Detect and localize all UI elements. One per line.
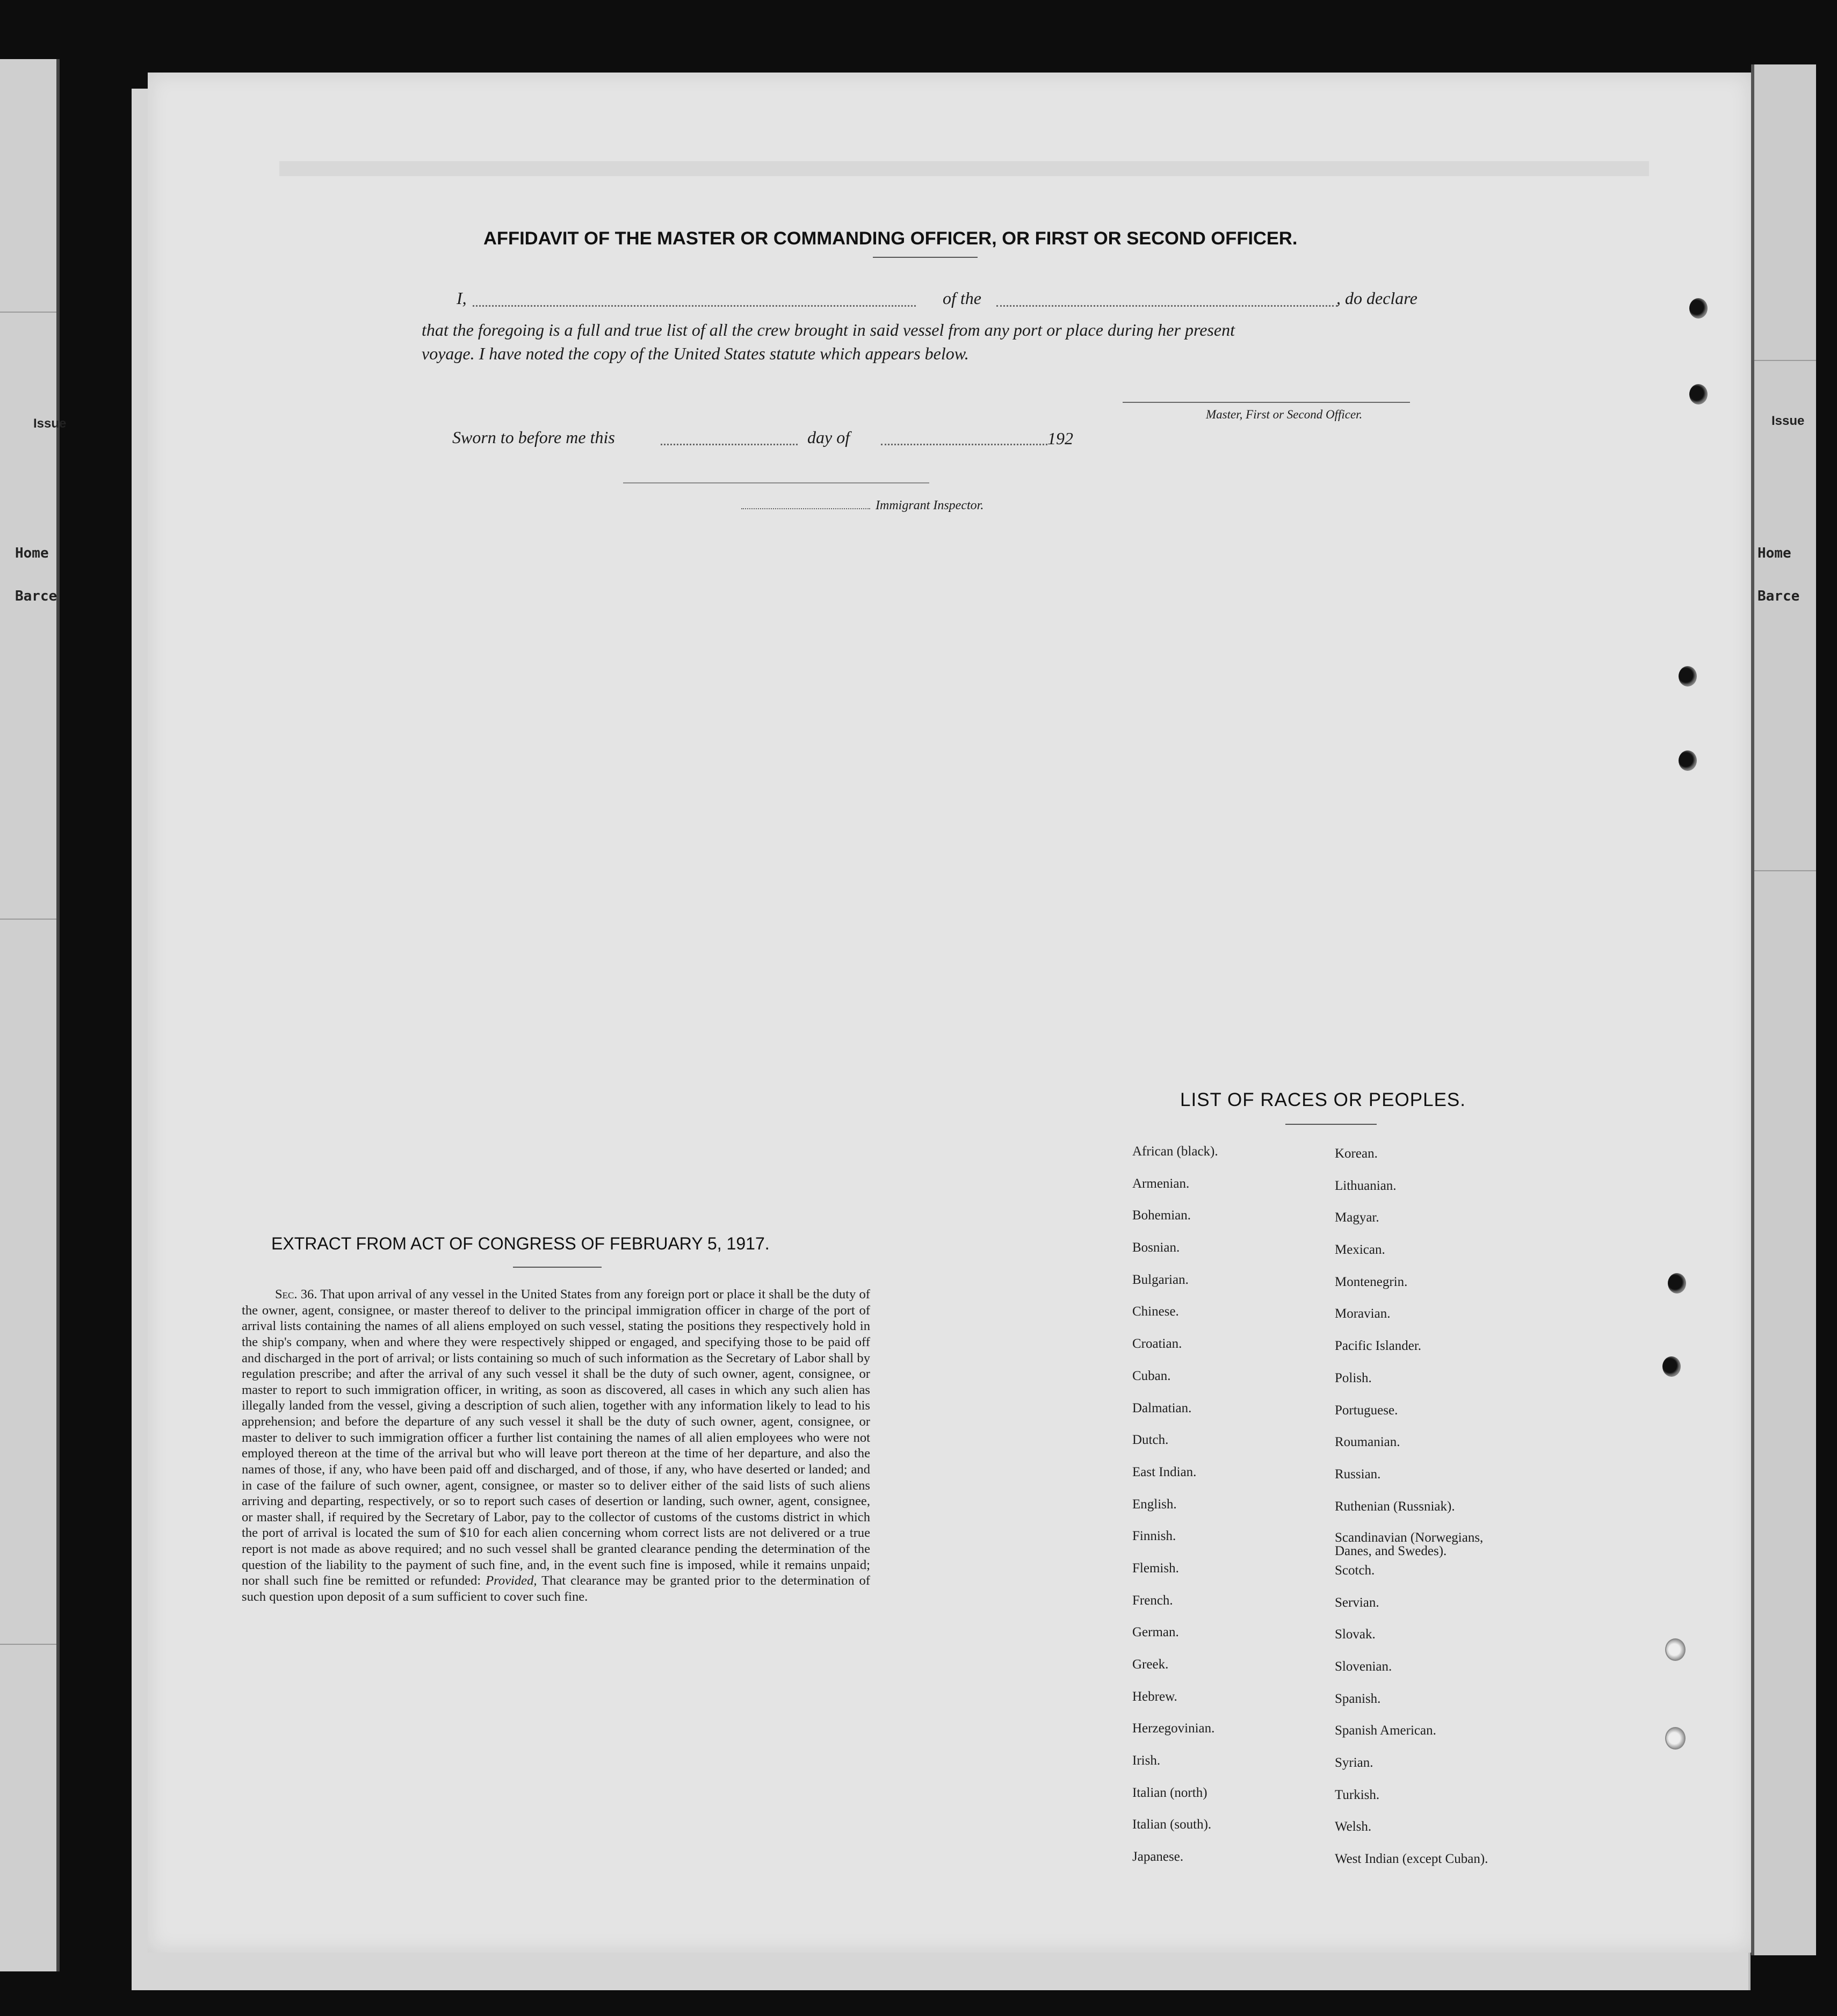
races-right-column [1335, 1146, 1496, 1884]
race-item: Bohemian. [1132, 1208, 1191, 1223]
right-underlying-page [1751, 64, 1816, 1955]
punch-hole [1679, 666, 1697, 687]
month-blank[interactable] [881, 444, 1047, 445]
provided-word: Provided, [486, 1573, 537, 1588]
race-item: Bulgarian. [1132, 1272, 1189, 1287]
races-title: LIST OF RACES OR PEOPLES. [1180, 1089, 1466, 1110]
affidavit-line1-start: I, [457, 288, 467, 308]
race-item: Bosnian. [1132, 1240, 1180, 1255]
edge-fragment-issue: Issue [1771, 414, 1805, 428]
race-item: Moravian. [1335, 1306, 1391, 1321]
left-underlying-page [0, 59, 67, 1971]
race-item: Flemish. [1132, 1560, 1179, 1576]
inspector-dots [741, 508, 870, 509]
inspector-caption: Immigrant Inspector. [876, 498, 984, 512]
race-item: Armenian. [1132, 1176, 1190, 1191]
race-item: Greek. [1132, 1657, 1169, 1672]
race-item: African (black). [1132, 1144, 1218, 1159]
punch-hole [1668, 1273, 1686, 1294]
affidavit-line1-mid: of the [943, 288, 981, 308]
affidavit-line1-end: , do declare [1336, 288, 1417, 308]
statute-body: That upon arrival of any vessel in the United States from any foreign port or place it shall be the duty of the owner, agent, consignee, or master thereof to deliver to the principal immigration officer in charge of the port of arrival lists containing the names of all aliens employed on such vessel, stating the positions they respectively hold in the ship's company, when and where they were respectively shipped or engaged, and specifying those to be paid off and discharged in the port of arrival; or lists containing so much of such information as the Secretary of Labor shall by regulation prescribe; and after the arrival of any such vessel it shall be the duty of such owner, agent, consignee, or master to report to such immigration officer, in writing, as soon as discovered, all cases in which any such alien has illegally landed from the vessel, giving a description of such alien, together with any information likely to lead to his apprehension; and before the departure of any such vessel it shall be the duty of such owner, agent, consignee, or master to deliver to such immigration officer a further list containing the names of all alien employees who were not employed thereon at the time of the arrival but who will leave port thereon at the time of her departure, and also the names of those, if any, who have been paid off and discharged, and of those, if any, who have deserted or landed; and in case of the failure of such owner, agent, consignee, or master so to deliver either of the said lists of such aliens arriving and departing, respectively, or so to report such cases of desertion or landing, such owner, agent, consignee, or master shall, if required by the Secretary of Labor, pay to the collector of customs of the customs district in which the port of arrival is located the sum of $10 for each alien concerning whom correct lists are not delivered or a true report is not made as above required; and no such vessel shall be granted clearance pending the determination of the question of the liability to the payment of such fine, and, in the event such fine is imposed, while it remains unpaid; nor shall such fine be remitted or refunded: [242, 1287, 871, 1588]
sworn-mid: day of [807, 428, 850, 447]
race-item: Montenegrin. [1335, 1274, 1408, 1289]
race-item: Scandinavian (Norwegians, Danes, and Swedes). [1335, 1530, 1484, 1559]
punch-hole [1689, 298, 1708, 319]
race-item: East Indian. [1132, 1464, 1197, 1479]
race-item: Dalmatian. [1132, 1400, 1192, 1415]
bleed-through-header [279, 161, 1649, 176]
race-item: Hebrew. [1132, 1689, 1177, 1704]
race-item: Welsh. [1335, 1819, 1372, 1834]
race-item: Syrian. [1335, 1755, 1373, 1771]
vessel-blank[interactable] [996, 305, 1337, 307]
race-item: Servian. [1335, 1595, 1379, 1610]
edge-fragment-barce: Barce [1758, 588, 1800, 604]
punch-hole [1662, 1356, 1681, 1377]
race-item: Polish. [1335, 1370, 1372, 1385]
ruled-line [0, 312, 56, 313]
ruled-line [1754, 870, 1816, 871]
punch-hole [1665, 1727, 1686, 1750]
race-item: Mexican. [1335, 1242, 1385, 1258]
race-item: Magyar. [1335, 1210, 1379, 1225]
race-item: Italian (north) [1132, 1785, 1207, 1800]
race-item: Turkish. [1335, 1787, 1380, 1802]
section-label: Sec. 36. [275, 1287, 317, 1302]
inspector-signature-line[interactable] [623, 482, 929, 483]
statute-proviso: That clearance may be granted prior to the determination of such question upon deposit of a sum sufficient to cover such fine. [242, 1573, 870, 1604]
name-blank[interactable] [473, 305, 916, 307]
race-item: English. [1132, 1497, 1177, 1512]
ruled-line [0, 919, 56, 920]
edge-fragment-issue: Issue [33, 416, 67, 431]
punch-hole [1679, 750, 1697, 771]
extract-title: EXTRACT FROM ACT OF CONGRESS OF FEBRUARY 5, 1917. [271, 1234, 770, 1253]
edge-fragment-home: Home [15, 545, 49, 561]
race-item: Portuguese. [1335, 1403, 1398, 1418]
race-item: French. [1132, 1593, 1173, 1608]
edge-fragment-home: Home [1758, 545, 1791, 561]
race-item: German. [1132, 1625, 1179, 1640]
race-item: West Indian (except Cuban). [1335, 1852, 1488, 1867]
race-item: Scotch. [1335, 1563, 1375, 1578]
race-item: Chinese. [1132, 1304, 1179, 1319]
punch-hole [1665, 1638, 1686, 1661]
signature-caption: Master, First or Second Officer. [1206, 408, 1363, 421]
race-item: Korean. [1335, 1146, 1378, 1161]
race-item: Dutch. [1132, 1433, 1169, 1448]
race-item: Finnish. [1132, 1529, 1176, 1544]
races-left-column [1132, 1144, 1218, 1882]
race-item: Ruthenian (Russniak). [1335, 1499, 1455, 1514]
race-item: Slovak. [1335, 1627, 1376, 1642]
race-item: Italian (south). [1132, 1817, 1212, 1832]
master-signature-line[interactable] [1123, 402, 1410, 403]
race-item: Roumanian. [1335, 1435, 1400, 1450]
affidavit-title: AFFIDAVIT OF THE MASTER OR COMMANDING OFFICER, OR FIRST OR SECOND OFFICER. [483, 228, 1298, 249]
affidavit-line2: that the foregoing is a full and true list of all the crew brought in said vessel from any port or place during her present [422, 320, 1235, 339]
race-item: Russian. [1335, 1466, 1381, 1482]
title-underline [873, 257, 978, 258]
race-item: Pacific Islander. [1335, 1339, 1422, 1354]
race-item: Japanese. [1132, 1849, 1184, 1865]
race-item: Lithuanian. [1335, 1178, 1397, 1193]
day-blank[interactable] [661, 444, 798, 445]
race-item: Spanish. [1335, 1691, 1381, 1706]
affidavit-line3: voyage. I have noted the copy of the United States statute which appears below. [422, 344, 969, 363]
races-title-underline [1285, 1124, 1377, 1125]
sworn-year: 192 [1047, 429, 1073, 448]
ruled-line [1754, 360, 1816, 361]
race-item: Croatian. [1132, 1336, 1182, 1352]
extract-title-underline [513, 1267, 602, 1268]
statute-text [242, 1287, 870, 1605]
punch-hole [1689, 384, 1708, 404]
race-item: Slovenian. [1335, 1659, 1392, 1674]
sworn-start: Sworn to before me this [452, 428, 615, 447]
ruled-line [0, 1644, 56, 1645]
edge-fragment-barce: Barce [15, 588, 57, 604]
race-item: Herzegovinian. [1132, 1721, 1215, 1736]
race-item: Cuban. [1132, 1368, 1171, 1383]
race-item: Irish. [1132, 1753, 1161, 1768]
race-item: Spanish American. [1335, 1723, 1436, 1738]
